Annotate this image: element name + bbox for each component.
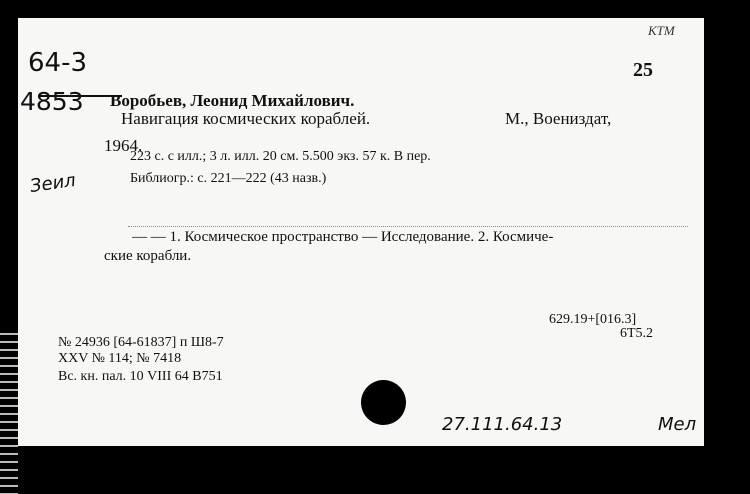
margin-note: Зеил xyxy=(28,169,77,198)
card-punch-hole xyxy=(361,380,406,425)
catalog-card xyxy=(18,18,704,446)
bottom-handwritten-note-2: Мел xyxy=(658,414,697,435)
dotted-separator xyxy=(128,226,688,228)
classification-index-2: 6Т5.2 xyxy=(620,326,654,341)
subject-headings-line-2: ские корабли. xyxy=(104,248,192,264)
author-heading: Воробьев, Леонид Михайлович. xyxy=(110,91,355,110)
bibliography-note: Библиогр.: с. 221—222 (43 назв.) xyxy=(130,171,327,186)
corner-note: КТМ xyxy=(648,23,675,38)
card-number: 25 xyxy=(633,59,653,81)
publisher: М., Воениздат, xyxy=(505,109,612,128)
entry-number: 4853 xyxy=(20,87,84,116)
registry-line-3: Вс. кн. пал. 10 VIII 64 В751 xyxy=(58,369,223,384)
subject-headings-line-1: — — 1. Космическое пространство — Исследование. 2. Космиче- xyxy=(132,229,554,245)
book-title: Навигация космических кораблей. xyxy=(121,109,371,128)
classification-index-1: 629.19+[016.3] xyxy=(549,312,637,327)
registry-line-1: № 24936 [64-61837] п Ш8-7 xyxy=(58,335,224,350)
shelf-mark: 64-3 xyxy=(28,48,88,78)
registry-line-2: XXV № 114; № 7418 xyxy=(58,351,182,366)
scan-edge-strip xyxy=(0,330,18,494)
physical-description: 223 с. с илл.; 3 л. илл. 20 см. 5.500 экз. 57 к. В пер. xyxy=(130,149,431,164)
bottom-handwritten-note-1: 27.111.64.13 xyxy=(442,414,563,435)
publication-year: 1964. xyxy=(104,136,143,155)
